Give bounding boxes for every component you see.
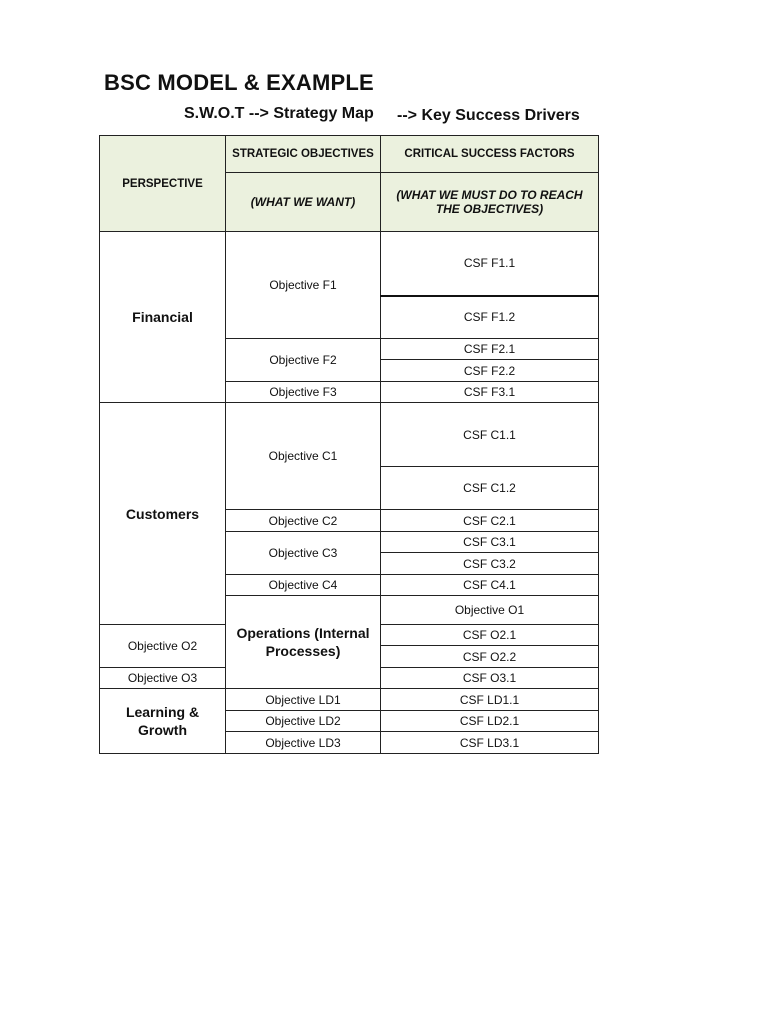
- header-what-we-want: (WHAT WE WANT): [226, 173, 381, 232]
- csf-cell: CSF C4.1: [381, 575, 599, 596]
- csf-cell: CSF C1.2: [381, 467, 599, 510]
- objective-cell: Objective O3: [100, 668, 226, 689]
- csf-cell: CSF F1.1: [381, 232, 599, 296]
- table-row: [100, 689, 599, 711]
- csf-cell: CSF C3.2: [381, 553, 599, 575]
- csf-cell: CSF F2.1: [381, 339, 599, 360]
- csf-cell: CSF C1.1: [381, 403, 599, 467]
- csf-cell: CSF C2.1: [381, 510, 599, 532]
- header-strategic-objectives: STRATEGIC OBJECTIVES: [226, 136, 381, 173]
- objective-cell: Objective O2: [100, 625, 226, 668]
- objective-cell: Objective LD1: [226, 689, 381, 711]
- perspective-operations: Operations (Internal Processes): [226, 596, 381, 689]
- objective-cell: Objective LD2: [226, 711, 381, 732]
- objective-cell: Objective C4: [226, 575, 381, 596]
- perspective-customers: Customers: [100, 403, 226, 625]
- csf-cell: CSF C3.1: [381, 532, 599, 553]
- subtitle-strategy-map: S.W.O.T --> Strategy Map: [184, 105, 374, 122]
- perspective-financial: Financial: [100, 232, 226, 403]
- header-what-we-must-do: (WHAT WE MUST DO TO REACH THE OBJECTIVES): [381, 173, 599, 232]
- csf-cell: CSF LD1.1: [381, 689, 599, 711]
- objective-cell: Objective C2: [226, 510, 381, 532]
- table-row: [100, 232, 599, 296]
- page-title: BSC MODEL & EXAMPLE: [104, 70, 374, 95]
- table-row: [100, 403, 599, 467]
- header-perspective: PERSPECTIVE: [100, 136, 226, 232]
- objective-cell: Objective F2: [226, 339, 381, 382]
- csf-cell: CSF O3.1: [381, 668, 599, 689]
- objective-cell: Objective C1: [226, 403, 381, 510]
- csf-cell: CSF F1.2: [381, 296, 599, 339]
- header-row: [100, 136, 599, 173]
- perspective-learning-growth: Learning & Growth: [100, 689, 226, 754]
- csf-cell: CSF LD3.1: [381, 732, 599, 754]
- bsc-table: [99, 135, 599, 754]
- objective-cell: Objective F3: [226, 382, 381, 403]
- objective-cell: Objective F1: [226, 232, 381, 339]
- csf-cell: CSF LD2.1: [381, 711, 599, 732]
- csf-cell: CSF O2.2: [381, 646, 599, 668]
- csf-cell: CSF O2.1: [381, 625, 599, 646]
- objective-cell: Objective O1: [381, 596, 599, 625]
- header-critical-success-factors: CRITICAL SUCCESS FACTORS: [381, 136, 599, 173]
- objective-cell: Objective C3: [226, 532, 381, 575]
- csf-cell: CSF F2.2: [381, 360, 599, 382]
- csf-cell: CSF F3.1: [381, 382, 599, 403]
- subtitle-key-success-drivers: --> Key Success Drivers: [397, 107, 580, 124]
- objective-cell: Objective LD3: [226, 732, 381, 754]
